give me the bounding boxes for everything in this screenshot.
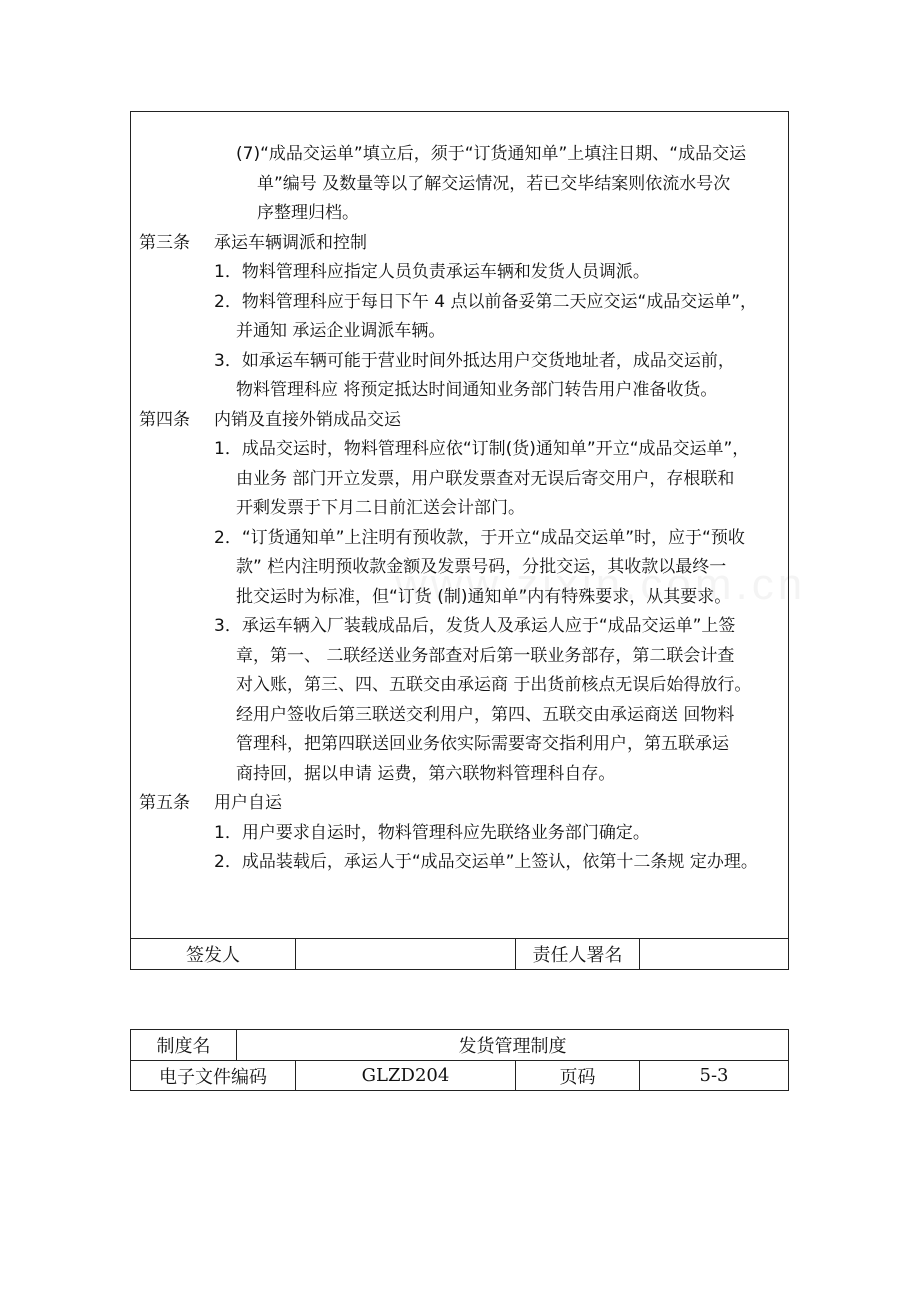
signature-row [131, 938, 788, 969]
article-4-item-3-line-1: 3．承运车辆入厂装载成品后，发货人及承运人应于“成品交运单”上签 [214, 616, 736, 636]
file-code-value: GLZD204 [296, 1061, 516, 1090]
responsible-label: 责任人署名 [516, 939, 640, 969]
article-3-item-1: 1．物料管理科应指定人员负责承运车辆和发货人员调派。 [214, 262, 650, 282]
content-frame [130, 111, 789, 970]
article-4-item-2-line-3: 批交运时为标准，但“订货 (制)通知单”内有特殊要求，从其要求。 [236, 586, 732, 607]
article-4-title: 内销及直接外销成品交运 [214, 409, 401, 430]
article-5-item-2: 2．成品装载后，承运人于“成品交运单”上签认，依第十二条规 定办理。 [214, 852, 758, 872]
article-4-item-3-line-6: 商持回，据以申请 运费，第六联物料管理科自存。 [236, 763, 616, 784]
file-code-label: 电子文件编码 [131, 1061, 296, 1090]
issuer-label: 签发人 [131, 939, 296, 969]
document-meta-table [130, 1029, 789, 1091]
article-5-number: 第五条 [139, 793, 190, 813]
article-3-item-2-line-2: 并通知 承运企业调派车辆。 [236, 321, 446, 341]
article-5-title: 用户自运 [214, 793, 282, 813]
item-7-line-3: 序整理归档。 [257, 203, 359, 223]
meta-row-name [131, 1030, 788, 1060]
article-4-item-1-line-1: 1．成品交运时，物料管理科应依“订制(货)通知单”开立“成品交运单”， [214, 439, 750, 459]
article-3-item-3-line-1: 3．如承运车辆可能于营业时间外抵达用户交货地址者，成品交运前， [214, 350, 735, 371]
article-4-item-1-line-2: 由业务 部门开立发票，用户联发票查对无误后寄交用户，存根联和 [236, 468, 735, 489]
article-3-number: 第三条 [139, 232, 190, 253]
article-3-heading [139, 229, 784, 259]
page-number-label: 页码 [516, 1061, 640, 1090]
responsible-value-cell[interactable] [640, 939, 788, 969]
article-4-item-3-line-2: 章，第一、 二联经送业务部查对后第一联业务部存，第二联会计查 [236, 645, 735, 666]
article-5-item-1: 1．用户要求自运时，物料管理科应先联络业务部门确定。 [214, 822, 650, 843]
item-7-line-2: 单”编号 及数量等以了解交运情况，若已交毕结案则依流水号次 [257, 173, 731, 194]
article-4-heading [139, 406, 784, 436]
article-4-item-3-line-3: 对入账，第三、四、五联交由承运商 于出货前核点无误后始得放行。 [236, 675, 752, 695]
article-4-item-2-line-2: 款” 栏内注明预收款金额及发票号码，分批交运，其收款以最终一 [236, 557, 727, 577]
article-4-number: 第四条 [139, 409, 190, 430]
article-3-item-3-line-2: 物料管理科应 将预定抵达时间通知业务部门转告用户准备收货。 [236, 380, 718, 400]
meta-row-code [131, 1060, 788, 1090]
article-3-title: 承运车辆调派和控制 [214, 232, 367, 253]
article-4-item-3-line-4: 经用户签收后第三联送交利用户，第四、五联交由承运商送 回物料 [236, 704, 735, 725]
page-number-value: 5-3 [699, 1065, 729, 1086]
system-name-value: 发货管理制度 [458, 1036, 567, 1057]
issuer-value-cell[interactable] [296, 939, 516, 969]
article-5-heading [139, 789, 784, 819]
item-7-line-1: (7)“成品交运单”填立后，须于“订货通知单”上填注日期、“成品交运 [236, 144, 747, 164]
document-body [139, 140, 784, 878]
article-4-item-2-line-1: 2．“订货通知单”上注明有预收款，于开立“成品交运单”时，应于“预收 [214, 527, 745, 548]
article-4-item-1-line-3: 开剩发票于下月二日前汇送会计部门。 [236, 498, 525, 518]
system-name-label: 制度名 [131, 1030, 237, 1060]
article-3-item-2-line-1: 2．物料管理科应于每日下午 4 点以前备妥第二天应交运“成品交运单”， [214, 291, 758, 312]
article-4-item-3-line-5: 管理科，把第四联送回业务依实际需要寄交指利用户，第五联承运 [236, 734, 729, 754]
